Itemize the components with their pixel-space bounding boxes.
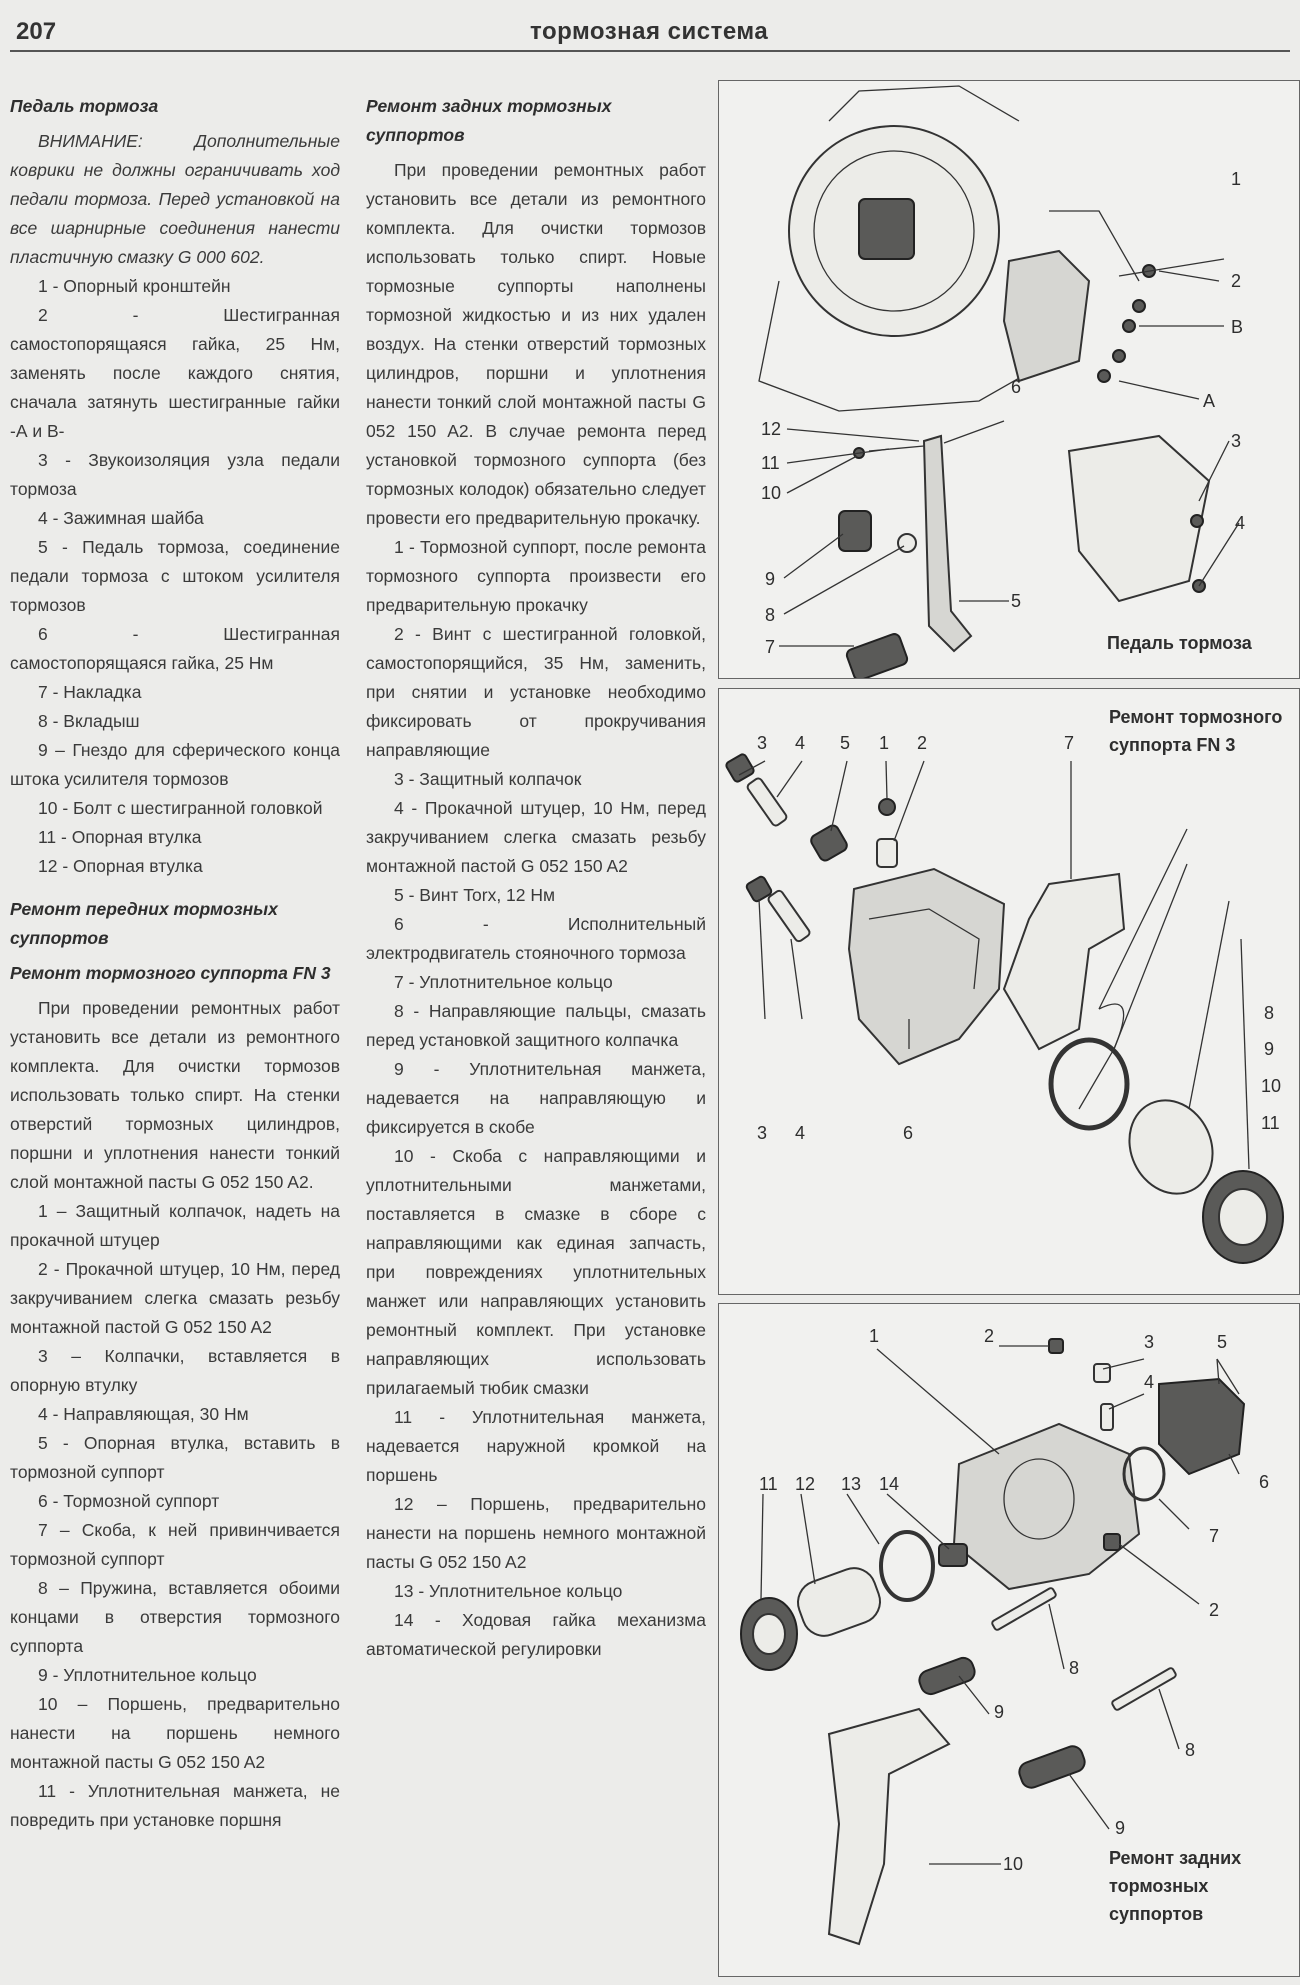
list-item: 12 - Опорная втулка bbox=[38, 856, 203, 876]
booster-master-cylinder-shape bbox=[859, 199, 914, 259]
list-item: 6 - Тормозной суппорт bbox=[38, 1491, 220, 1511]
list-item: 7 - Уплотнительное кольцо bbox=[394, 972, 613, 992]
list-item: 2 - Прокачной штуцер, 10 Нм, перед закручиванием слегка смазать резьбу монтажной пастой G 052 150 A2 bbox=[10, 1259, 340, 1337]
pedal-arm-shape bbox=[924, 436, 971, 651]
fig3-label: 8 bbox=[1069, 1658, 1080, 1678]
fig1-label: 3 bbox=[1231, 431, 1242, 451]
pedal-pad-shape bbox=[845, 632, 909, 678]
fig1-label: 1 bbox=[1231, 169, 1242, 189]
list-item: 4 - Прокачной штуцер, 10 Нм, перед закручиванием слегка смазать резьбу монтажной пастой G 052 150 A2 bbox=[366, 798, 706, 876]
fig3-label: 14 bbox=[879, 1474, 900, 1494]
fig1-label: 4 bbox=[1235, 513, 1246, 533]
fig1-label: 11 bbox=[761, 453, 780, 473]
list-item: 5 - Опорная втулка, вставить в тормозной суппорт bbox=[10, 1433, 340, 1482]
fig2-label: 2 bbox=[917, 733, 928, 753]
fig3-label: 5 bbox=[1217, 1332, 1228, 1352]
list-item: 8 – Пружина, вставляется обоими концами в отверстия тормозного суппорта bbox=[10, 1578, 340, 1656]
fig2-label: 4 bbox=[795, 733, 806, 753]
rear-bracket-shape bbox=[829, 1709, 949, 1944]
fig1-label: 10 bbox=[761, 483, 782, 503]
page-header bbox=[10, 14, 1290, 52]
fig2-label: 3 bbox=[757, 1123, 768, 1143]
list-item: 3 – Колпачки, вставляется в опорную втулку bbox=[10, 1346, 340, 1395]
fig3-label: 3 bbox=[1144, 1332, 1155, 1352]
fig3-label: 7 bbox=[1209, 1526, 1220, 1546]
fig2-label: 9 bbox=[1264, 1039, 1275, 1059]
fn3-intro-paragraph: При проведении ремонтных работ установить все детали из ремонтного комплекта. Для очистки тормозов использовать только спирт. На стенки отверстий тормозных цилиндров, поршни и уплотнения нанести тонкий слой монтажной пасты G 052 150 A2. bbox=[10, 998, 340, 1192]
list-item: 11 - Опорная втулка bbox=[38, 827, 202, 847]
heading-brake-pedal: Педаль тормоза bbox=[10, 96, 159, 116]
fig3-label: 1 bbox=[869, 1326, 880, 1346]
list-item: 7 - Накладка bbox=[38, 682, 142, 702]
list-item: 10 - Скоба с направляющими и уплотнительными манжетами, поставляется в смазке в сборе с направляющими как единая запчасть, при повреждениях уплотнительных манжет или направляющих установить ремонтный комплект. При установке направляющих использовать прилагаемый тюбик смазки bbox=[366, 1146, 706, 1398]
list-item: 1 – Защитный колпачок, надеть на прокачной штуцер bbox=[10, 1201, 340, 1250]
sound-insulation-shape bbox=[1069, 436, 1209, 601]
fig3-label: 2 bbox=[984, 1326, 995, 1346]
warning-note: ВНИМАНИЕ: Дополнительные коврики не должны ограничивать ход педали тормоза. Перед установкой на все шарнирные соединения нанести пластичную смазку G 000 602. bbox=[10, 131, 340, 267]
page-number: 207 bbox=[16, 18, 57, 45]
left-column bbox=[10, 92, 340, 1835]
fig3-label: 4 bbox=[1144, 1372, 1155, 1392]
fig2-label: 7 bbox=[1064, 733, 1075, 753]
fig3-label: 9 bbox=[1115, 1818, 1126, 1838]
heading-fn3-caliper: Ремонт тормозного суппорта FN 3 bbox=[10, 963, 331, 983]
fig1-caption: Педаль тормоза bbox=[1107, 633, 1252, 653]
rear-caliper-body-shape bbox=[954, 1424, 1139, 1589]
list-item: 9 - Уплотнительная манжета, надевается на направляющую и фиксируется в скобе bbox=[366, 1059, 706, 1137]
list-item: 2 - Шестигранная самостопорящаяся гайка, 25 Нм, заменять после каждого снятия, сначала затянуть шестигранные гайки -А и В- bbox=[10, 305, 340, 441]
fig1-label: 7 bbox=[765, 637, 776, 657]
rear-piston-shape bbox=[792, 1562, 886, 1642]
fn3-parts-list bbox=[10, 1197, 340, 1835]
caliper-bracket-shape bbox=[1004, 874, 1124, 1049]
list-item: 5 - Педаль тормоза, соединение педали тормоза с штоком усилителя тормозов bbox=[10, 537, 340, 615]
figure-fn3-caliper bbox=[718, 688, 1300, 1295]
fn3-caliper-diagram bbox=[719, 689, 1299, 1294]
list-item: 1 - Тормозной суппорт, после ремонта тормозного суппорта произвести его предварительную прокачку bbox=[366, 537, 706, 615]
caliper-body-shape bbox=[849, 869, 1004, 1064]
fig2-label: 11 bbox=[1261, 1113, 1280, 1133]
list-item: 1 - Опорный кронштейн bbox=[38, 276, 231, 296]
pedal-bracket-shape bbox=[1004, 251, 1089, 381]
list-item: 12 – Поршень, предварительно нанести на поршень немного монтажной пасты G 052 150 A2 bbox=[366, 1494, 706, 1572]
fig1-label: A bbox=[1203, 391, 1216, 411]
fig2-label: 1 bbox=[879, 733, 890, 753]
fig1-label: 8 bbox=[765, 605, 776, 625]
fig1-label: 12 bbox=[761, 419, 782, 439]
list-item: 6 - Шестигранная самостопорящаяся гайка, 25 Нм bbox=[10, 624, 340, 673]
list-item: 2 - Винт с шестигранной головкой, самостопорящийся, 35 Нм, заменить, при снятии и установке необходимо фиксировать от прокручивания направляющие bbox=[366, 624, 706, 760]
list-item: 14 - Ходовая гайка механизма автоматической регулировки bbox=[366, 1610, 706, 1659]
fig1-label: 2 bbox=[1231, 271, 1242, 291]
list-item: 10 – Поршень, предварительно нанести на поршень немного монтажной пасты G 052 150 A2 bbox=[10, 1694, 340, 1772]
list-item: 11 - Уплотнительная манжета, не повредить при установке поршня bbox=[10, 1781, 340, 1830]
fig2-label: 3 bbox=[757, 733, 768, 753]
fig3-label: 11 bbox=[759, 1474, 778, 1494]
fig3-label: 6 bbox=[1259, 1472, 1270, 1492]
list-item: 5 - Винт Torx, 12 Нм bbox=[394, 885, 556, 905]
fig3-label: 13 bbox=[841, 1474, 862, 1494]
fig1-label: 9 bbox=[765, 569, 776, 589]
list-item: 6 - Исполнительный электродвигатель стояночного тормоза bbox=[366, 914, 706, 963]
heading-front-calipers: Ремонт передних тормозных суппортов bbox=[10, 899, 278, 948]
fig3-label: 2 bbox=[1209, 1600, 1220, 1620]
fig1-label: B bbox=[1231, 317, 1244, 337]
fig2-label: 10 bbox=[1261, 1076, 1282, 1096]
list-item: 8 - Направляющие пальцы, смазать перед установкой защитного колпачка bbox=[366, 1001, 706, 1050]
list-item: 8 - Вкладыш bbox=[38, 711, 140, 731]
socket-shape bbox=[839, 511, 871, 551]
fig1-label: 5 bbox=[1011, 591, 1022, 611]
list-item: 4 - Зажимная шайба bbox=[38, 508, 204, 528]
fig2-label: 4 bbox=[795, 1123, 806, 1143]
figure-rear-calipers bbox=[718, 1303, 1300, 1977]
brake-pedal-diagram bbox=[719, 81, 1299, 678]
figure-brake-pedal bbox=[718, 80, 1300, 679]
pedal-parts-list bbox=[10, 272, 340, 881]
fig3-label: 8 bbox=[1185, 1740, 1196, 1760]
fig3-label: 9 bbox=[994, 1702, 1005, 1722]
list-item: 10 - Болт с шестигранной головкой bbox=[38, 798, 323, 818]
rear-intro-paragraph: При проведении ремонтных работ установить все детали из ремонтного комплекта. Для очистки тормозов использовать только спирт. Новые тормозные суппорты наполнены тормозной жидкостью и из них удален воздух. На стенки отверстий тормозных цилиндров, поршни и уплотнения нанести тонкий слой монтажной пасты G 052 150 A2. В случае ремонта перед установкой тормозного суппорта (без тормозных колодок) обязательно следует провести его предварительную прокачку. bbox=[366, 160, 706, 528]
running-title: тормозная система bbox=[530, 18, 769, 45]
fig2-label: 6 bbox=[903, 1123, 914, 1143]
list-item: 11 - Уплотнительная манжета, надевается наружной кромкой на поршень bbox=[366, 1407, 706, 1485]
middle-column bbox=[366, 92, 706, 1664]
list-item: 3 - Звукоизоляция узла педали тормоза bbox=[10, 450, 340, 499]
list-item: 13 - Уплотнительное кольцо bbox=[394, 1581, 623, 1601]
fig2-caption: Ремонт тормозного суппорта FN 3 bbox=[1109, 707, 1283, 755]
list-item: 9 – Гнездо для сферического конца штока усилителя тормозов bbox=[10, 740, 340, 789]
list-item: 7 – Скоба, к ней привинчивается тормозной суппорт bbox=[10, 1520, 340, 1569]
fig3-caption: Ремонт задних тормозных суппортов bbox=[1109, 1848, 1242, 1924]
fig1-label: 6 bbox=[1011, 377, 1022, 397]
heading-rear-calipers: Ремонт задних тормозных суппортов bbox=[366, 96, 612, 145]
list-item: 4 - Направляющая, 30 Нм bbox=[38, 1404, 249, 1424]
fig3-label: 10 bbox=[1003, 1854, 1024, 1874]
list-item: 3 - Защитный колпачок bbox=[394, 769, 582, 789]
rear-parts-list bbox=[366, 533, 706, 1664]
fig2-label: 8 bbox=[1264, 1003, 1275, 1023]
fig3-label: 12 bbox=[795, 1474, 816, 1494]
list-item: 9 - Уплотнительное кольцо bbox=[38, 1665, 257, 1685]
fig2-label: 5 bbox=[840, 733, 851, 753]
